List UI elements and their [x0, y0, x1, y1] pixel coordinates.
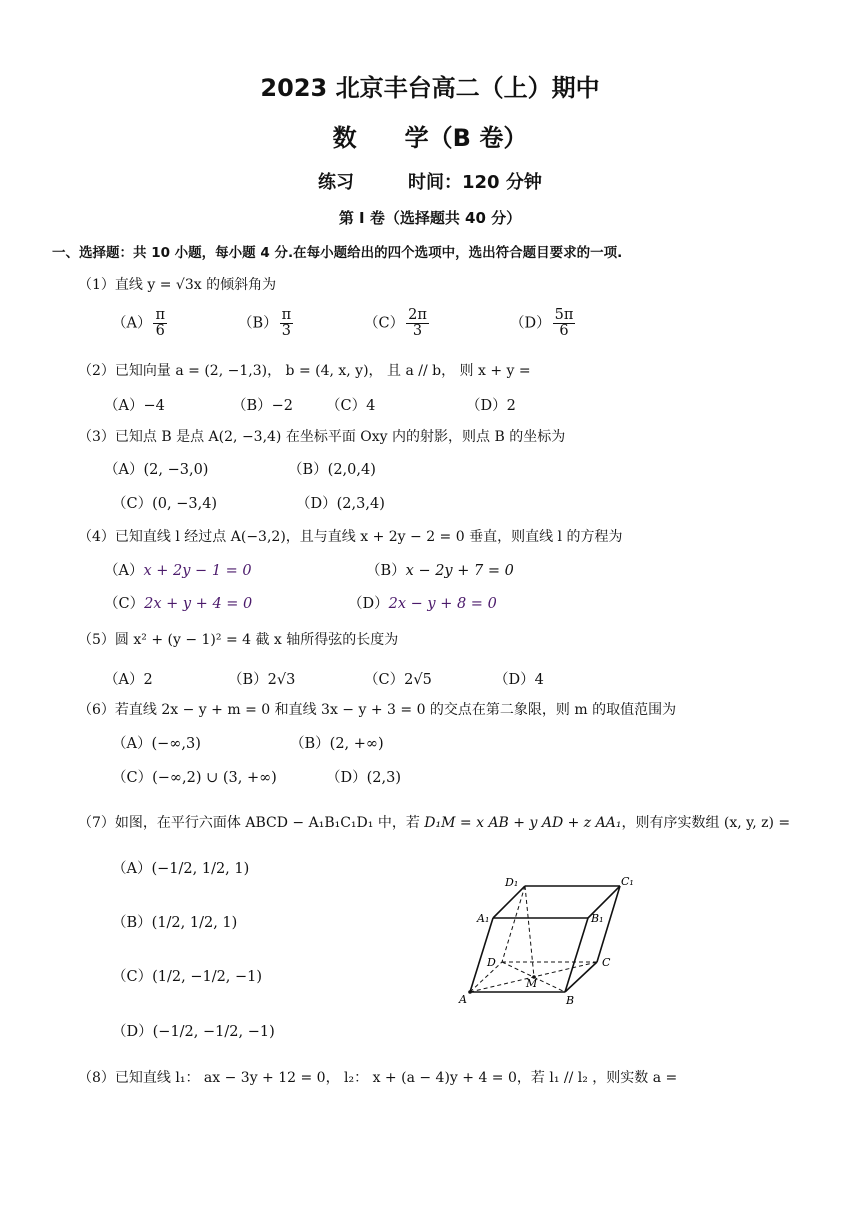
- label-b1: B₁: [591, 912, 604, 925]
- question-stem: 直线 y = √3x 的倾斜角为: [114, 277, 277, 293]
- option-7c: （C）(1/2, −1/2, −1): [112, 969, 263, 985]
- part-heading: 第 I 卷（选择题共 40 分）: [338, 209, 522, 227]
- question-2: （2）已知向量 a = (2, −1,3)， b = (4, x, y)， 且 a // b， 则 x + y =: [78, 363, 531, 379]
- option-4a: （A）x + 2y − 1 = 0: [104, 563, 252, 579]
- label-a: A: [459, 993, 467, 1006]
- option-5a: （A）2: [104, 672, 153, 688]
- option-6a: （A）(−∞,3): [112, 736, 201, 752]
- option-6b: （B）(2, +∞): [290, 736, 384, 752]
- vector-equation: D₁M = x AB + y AD + z AA₁: [424, 815, 622, 831]
- option-3b: （B）(2,0,4): [288, 462, 376, 478]
- option-4d: （D）2x − y + 8 = 0: [348, 596, 497, 612]
- option-7a: （A）(−1/2, 1/2, 1): [112, 861, 250, 877]
- page-title: 2023 北京丰台高二（上）期中: [260, 74, 600, 102]
- option-6d: （D）(2,3): [326, 770, 402, 786]
- question-stem: 已知向量 a = (2, −1,3)， b = (4, x, y)， 且 a // b， 则 x + y =: [114, 363, 531, 379]
- option-2a: （A）−4: [104, 398, 165, 414]
- option-1a: （A） $\frac{\pi}{6}$: [112, 307, 166, 340]
- option-4b: （B）x − 2y + 7 = 0: [366, 563, 514, 579]
- question-6: （6）若直线 2x − y + m = 0 和直线 3x − y + 3 = 0 的交点在第二象限，则 m 的取值范围为: [78, 702, 677, 718]
- question-1: [78, 274, 276, 294]
- option-4c: （C）2x + y + 4 = 0: [104, 596, 253, 612]
- question-8: （8）已知直线 l₁： ax − 3y + 12 = 0， l₂： x + (a − 4)y + 4 = 0，若 l₁ // l₂ ，则实数 a =: [78, 1070, 678, 1086]
- question-number: （1）: [78, 277, 115, 293]
- question-stem: 已知直线 l₁： ax − 3y + 12 = 0， l₂： x + (a − 4)y + 4 = 0，若 l₁ // l₂ ，则实数 a =: [114, 1070, 678, 1086]
- parallelepiped-figure: [455, 870, 655, 1010]
- time-label: 时间：120 分钟: [408, 172, 542, 193]
- option-5c: （C）2√5: [364, 672, 432, 688]
- option-1d: （D） $\frac{5\pi}{6}$: [510, 307, 574, 340]
- option-5d: （D）4: [494, 672, 544, 688]
- option-5b: （B）2√3: [228, 672, 296, 688]
- question-stem: 已知点 B 是点 A(2, −3,4) 在坐标平面 Oxy 内的射影，则点 B 的坐标为: [114, 429, 566, 445]
- question-4: （4）已知直线 l 经过点 A(−3,2)，且与直线 x + 2y − 2 = 0 垂直，则直线 l 的方程为: [78, 529, 623, 545]
- option-7b: （B）(1/2, 1/2, 1): [112, 915, 238, 931]
- label-c1: C₁: [621, 875, 634, 888]
- option-6c: （C）(−∞,2) ∪ (3, +∞): [112, 770, 277, 786]
- option-3c: （C）(0, −3,4): [112, 496, 218, 512]
- option-3a: （A）(2, −3,0): [104, 462, 209, 478]
- subject-title: 数 学（B 卷）: [332, 124, 528, 152]
- label-a1: A₁: [477, 912, 490, 925]
- label-d: D: [487, 956, 496, 969]
- question-3: （3）已知点 B 是点 A(2, −3,4) 在坐标平面 Oxy 内的射影，则点 B 的坐标为: [78, 429, 566, 445]
- option-3d: （D）(2,3,4): [296, 496, 385, 512]
- exercise-label: 练习: [318, 172, 354, 193]
- question-7: （7）如图，在平行六面体 ABCD − A₁B₁C₁D₁ 中，若 D₁M = x AB + y AD + z AA₁，则有序实数组 (x, y, z) =: [78, 815, 791, 831]
- label-d1: D₁: [505, 876, 519, 889]
- option-2c: （C）4: [326, 398, 376, 414]
- option-2b: （B）−2: [232, 398, 294, 414]
- question-stem: 若直线 2x − y + m = 0 和直线 3x − y + 3 = 0 的交点在第二象限，则 m 的取值范围为: [114, 702, 677, 718]
- question-stem: 已知直线 l 经过点 A(−3,2)，且与直线 x + 2y − 2 = 0 垂直，则直线 l 的方程为: [114, 529, 623, 545]
- option-1c: （C） $\frac{2\pi}{3}$: [364, 307, 427, 340]
- label-m: M: [526, 977, 538, 990]
- question-5: （5）圆 x² + (y − 1)² = 4 截 x 轴所得弦的长度为: [78, 632, 399, 648]
- label-c: C: [602, 956, 611, 969]
- question-stem: 如图，在平行六面体 ABCD − A₁B₁C₁D₁ 中，若: [114, 815, 420, 831]
- option-1b: （B） $\frac{\pi}{3}$: [238, 307, 292, 340]
- question-stem: 圆 x² + (y − 1)² = 4 截 x 轴所得弦的长度为: [114, 632, 399, 648]
- option-7d: （D）(−1/2, −1/2, −1): [112, 1024, 275, 1040]
- option-2d: （D）2: [466, 398, 516, 414]
- section-heading: 一、选择题：共 10 小题，每小题 4 分.在每小题给出的四个选项中，选出符合题目要求的一项.: [52, 245, 623, 261]
- label-b: B: [566, 994, 575, 1007]
